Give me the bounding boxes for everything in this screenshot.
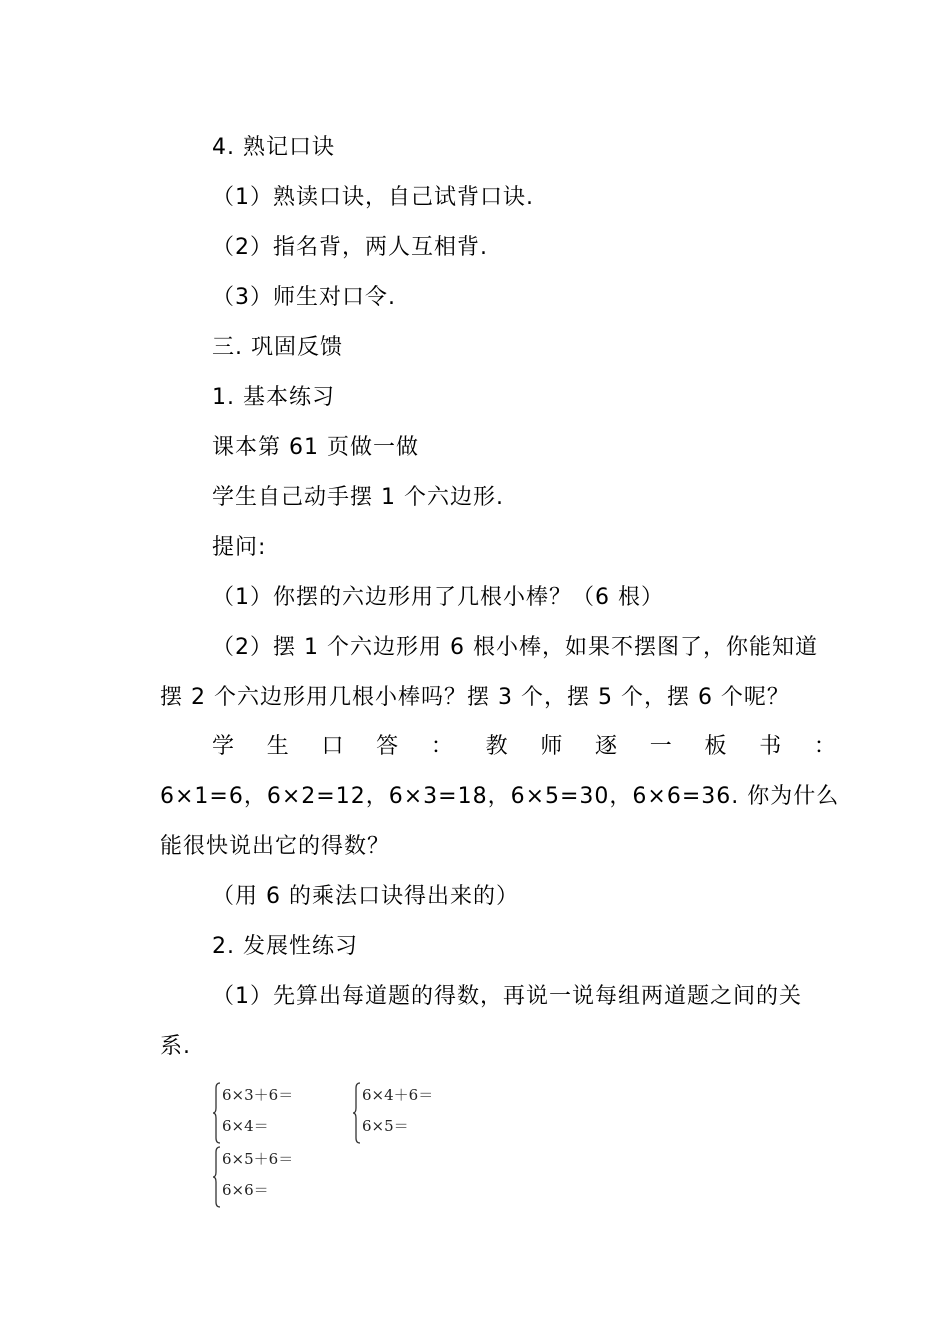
- paragraph-step-1: （1）熟读口诀，自己试背口诀.: [212, 185, 534, 210]
- spaced-char: 师: [540, 734, 563, 759]
- paragraph-extension-task: （1）先算出每道题的得数，再说一说每组两道题之间的关: [212, 984, 802, 1009]
- equation: 6×4＋6＝: [362, 1086, 434, 1104]
- equation-group-2: [352, 1082, 472, 1146]
- subheading-extension-practice: 2. 发展性练习: [212, 934, 358, 959]
- equation-group-3: [212, 1146, 332, 1210]
- left-brace-icon: [212, 1082, 222, 1144]
- equation: 6×5＝: [362, 1117, 409, 1135]
- spaced-char: 学: [212, 734, 235, 759]
- paragraph-step-2: （2）指名背，两人互相背.: [212, 235, 488, 260]
- spaced-char: 板: [704, 734, 727, 759]
- spaced-char: 口: [321, 734, 344, 759]
- section-heading-memorize: 4. 熟记口诀: [212, 135, 335, 160]
- paragraph-question-1: （1）你摆的六边形用了几根小棒？（6 根）: [212, 585, 664, 610]
- paragraph-equations-line: 6×1=6，6×2=12，6×3=18，6×5=30，6×6=36. 你为什么: [160, 784, 840, 809]
- paragraph-why-question: 能很快说出它的得数？: [160, 834, 391, 859]
- paragraph-textbook-ref: 课本第 61 页做一做: [212, 435, 419, 460]
- equation: 6×5＋6＝: [222, 1150, 294, 1168]
- paragraph-answer-note: （用 6 的乘法口诀得出来的）: [212, 884, 519, 909]
- spaced-char: ：: [430, 734, 453, 759]
- equation: 6×6＝: [222, 1181, 269, 1199]
- equation: 6×3＋6＝: [222, 1086, 294, 1104]
- paragraph-extension-task-cont: 系.: [160, 1034, 191, 1059]
- left-brace-icon: [352, 1082, 362, 1144]
- subheading-basic-practice: 1. 基本练习: [212, 385, 335, 410]
- spaced-char: 书: [759, 734, 782, 759]
- equation: 6×4＝: [222, 1117, 269, 1135]
- spaced-char: 答: [376, 734, 399, 759]
- spaced-char: 一: [649, 734, 672, 759]
- paragraph-step-3: （3）师生对口令.: [212, 285, 396, 310]
- left-brace-icon: [212, 1146, 222, 1208]
- spaced-char: ：: [813, 734, 836, 759]
- spaced-char: 逐: [595, 734, 618, 759]
- paragraph-question-label: 提问:: [212, 535, 267, 560]
- paragraph-answer-spaced: [212, 732, 836, 762]
- spaced-char: 生: [266, 734, 289, 759]
- paragraph-student-task: 学生自己动手摆 1 个六边形.: [212, 485, 504, 510]
- section-heading-consolidation: 三. 巩固反馈: [212, 335, 343, 360]
- spaced-char: 教: [485, 734, 508, 759]
- equation-group-1: [212, 1082, 332, 1146]
- paragraph-question-2: （2）摆 1 个六边形用 6 根小棒，如果不摆图了，你能知道: [212, 635, 818, 660]
- paragraph-question-2-cont: 摆 2 个六边形用几根小棒吗？摆 3 个，摆 5 个，摆 6 个呢？: [160, 685, 790, 710]
